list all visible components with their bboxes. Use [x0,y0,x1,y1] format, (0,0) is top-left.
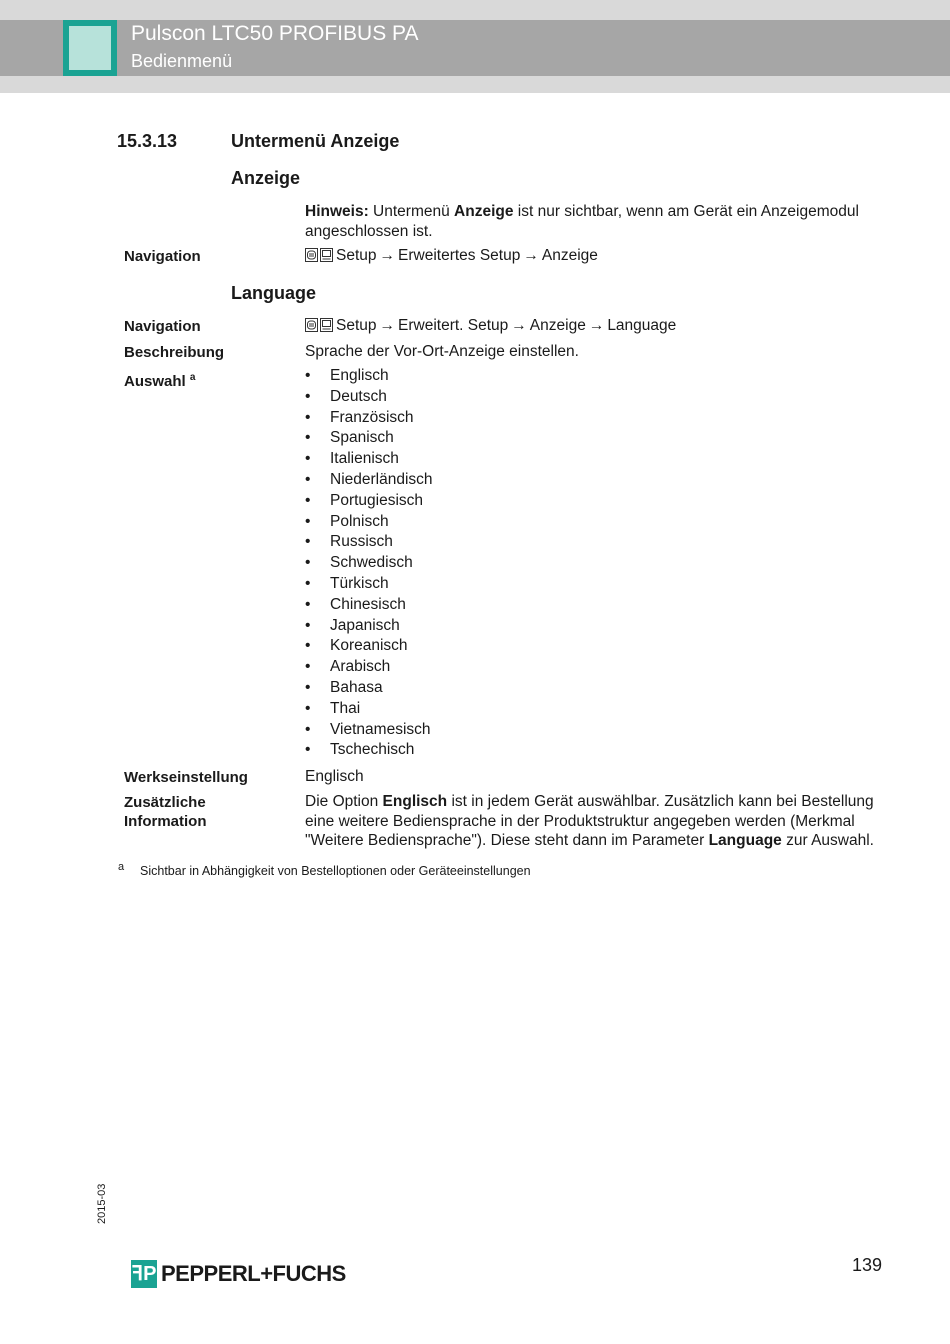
auswahl-option: • Vietnamesisch [305,720,433,741]
auswahl-option: • Russisch [305,532,433,553]
subsection-language-heading: Language [231,283,317,303]
navigation-icon [305,248,333,268]
logo-mark-icon: ꟻP [131,1260,157,1288]
bullet-icon: • [305,574,311,592]
auswahl-option: • Chinesisch [305,595,433,616]
beschreibung-text: Sprache der Vor-Ort-Anzeige einstellen. [305,343,579,360]
zusatz-text: Die Option Englisch ist in jedem Gerät auswählbar. Zusätzlich kann bei Bestellung eine weitere Bediensprache in der Produktstruktur angegeben werden (Merkmal "Weitere Bediensprache"). Diese steht dann im Parameter Language zur Auswahl. [305,793,874,849]
bullet-icon: • [305,616,311,634]
bullet-icon: • [305,387,311,405]
bullet-icon: • [305,595,311,613]
auswahl-option: • Türkisch [305,574,433,595]
auswahl-option: • Bahasa [305,678,433,699]
auswahl-option: • Koreanisch [305,636,433,657]
navigation-icon [305,318,333,338]
edition-date: 2015-03 [96,1183,108,1224]
language-navigation-path: Setup → Erweitert. Setup → Anzeige → Language [305,316,676,338]
document-title: Pulscon LTC50 PROFIBUS PA [131,22,419,45]
document-subtitle: Bedienmenü [131,51,233,71]
auswahl-option: • Deutsch [305,387,433,408]
section-number: 15.3.13 [117,131,178,151]
auswahl-option: • Tschechisch [305,740,433,761]
anzeige-navigation-path: Setup → Erweitertes Setup → Anzeige [305,246,598,268]
bullet-icon: • [305,470,311,488]
bullet-icon: • [305,637,311,655]
footnote-mark: a [118,861,125,873]
bullet-icon: • [305,533,311,551]
bullet-icon: • [305,408,311,426]
auswahl-option: • Niederländisch [305,470,433,491]
footnote-text: Sichtbar in Abhängigkeit von Bestelloptionen oder Geräteeinstellungen [140,864,531,878]
page-number: 139 [852,1255,883,1275]
auswahl-option: • Polnisch [305,512,433,533]
header-square-icon [63,20,117,76]
auswahl-option: • Spanisch [305,428,433,449]
bullet-icon: • [305,429,311,447]
bullet-icon: • [305,741,311,759]
beschreibung-label: Beschreibung [124,344,225,361]
footnote-ref: a [189,372,196,383]
auswahl-option: • Portugiesisch [305,491,433,512]
bullet-icon: • [305,699,311,717]
auswahl-option: • Thai [305,699,433,720]
bullet-icon: • [305,678,311,696]
auswahl-option: • Englisch [305,366,433,387]
bullet-icon: • [305,491,311,509]
auswahl-option: • Französisch [305,408,433,429]
auswahl-option: • Italienisch [305,449,433,470]
auswahl-option: • Schwedisch [305,553,433,574]
auswahl-option-list [305,366,433,761]
language-navigation-label: Navigation [124,318,201,335]
bullet-icon: • [305,450,311,468]
hinweis-note: Hinweis: Untermenü Anzeige ist nur sichtbar, wenn am Gerät ein Anzeigemodul angeschlossen ist. [305,203,859,240]
bullet-icon: • [305,658,311,676]
auswahl-label: Auswahl $^a$ [124,372,196,390]
anzeige-navigation-label: Navigation [124,248,201,265]
zusatz-label: Zusätzliche Information [124,794,207,830]
section-title: Untermenü Anzeige [231,131,400,151]
auswahl-option: • Japanisch [305,616,433,637]
company-logo: ꟻP PEPPERL+FUCHS [131,1261,346,1286]
bullet-icon: • [305,367,311,384]
subsection-anzeige-heading: Anzeige [231,168,301,188]
auswahl-option: • Arabisch [305,657,433,678]
bullet-icon: • [305,720,311,738]
bullet-icon: • [305,554,311,572]
bullet-icon: • [305,512,311,530]
werkseinstellung-label: Werkseinstellung [124,769,248,786]
werkseinstellung-value: Englisch [305,768,364,785]
